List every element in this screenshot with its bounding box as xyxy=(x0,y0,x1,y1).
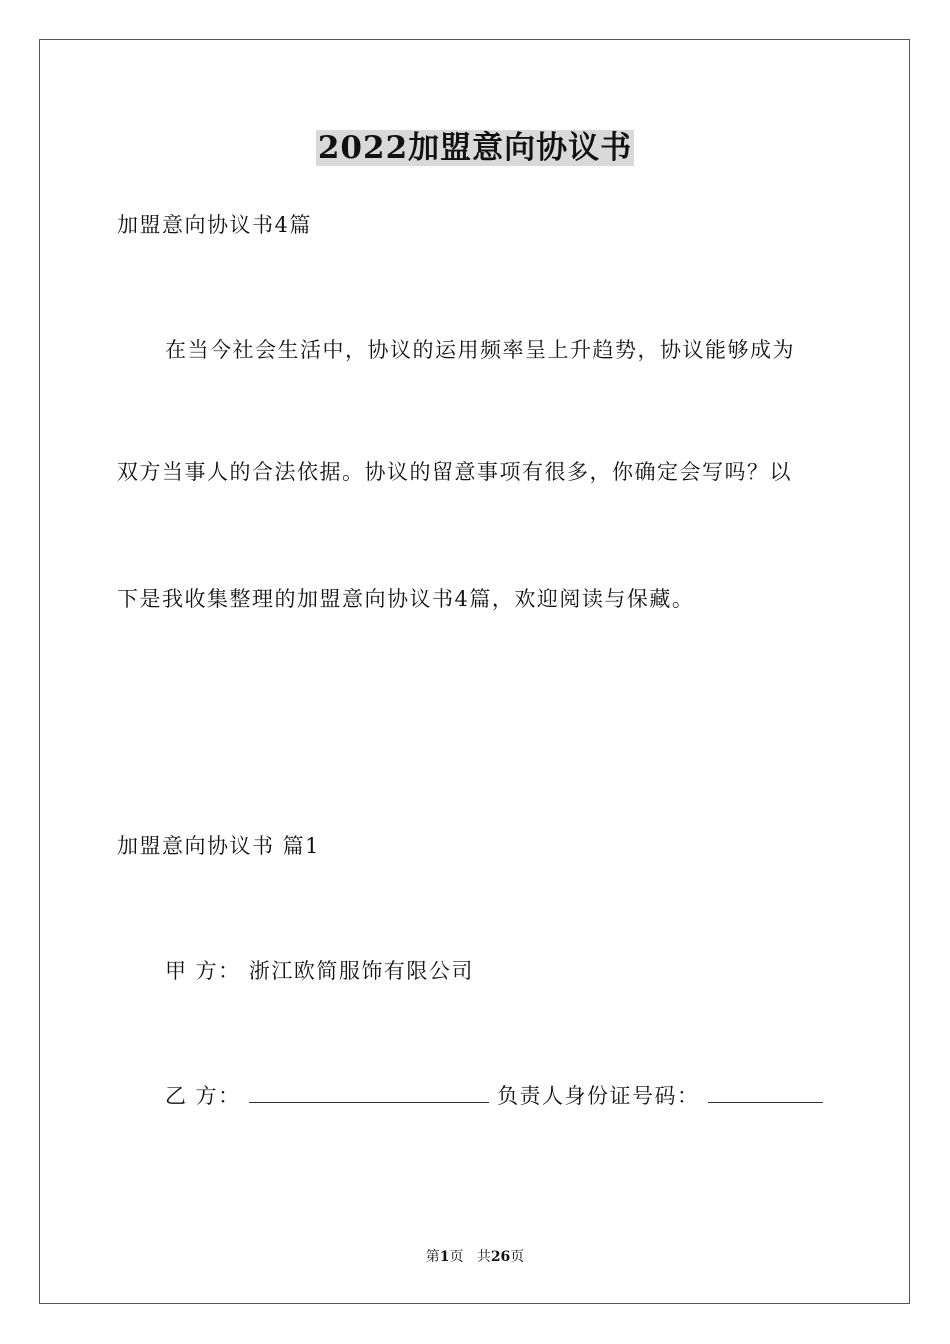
party-b-line xyxy=(165,1081,823,1111)
document-title-text: 2022加盟意向协议书 xyxy=(317,130,633,166)
document-title xyxy=(0,126,950,170)
party-b-label: 乙 方： xyxy=(165,1084,241,1108)
party-b-id-label: 负责人身份证号码： xyxy=(497,1084,700,1108)
footer-page-suffix: 页 xyxy=(449,1249,464,1265)
footer-total-pages: 26 xyxy=(490,1249,511,1265)
party-a-line xyxy=(165,956,474,986)
footer-page-number: 1 xyxy=(439,1249,450,1265)
party-b-name-blank xyxy=(249,1084,489,1103)
page-footer xyxy=(0,1247,950,1267)
party-a-value: 浙江欧简服饰有限公司 xyxy=(248,959,474,983)
intro-line-1: 在当今社会生活中，协议的运用频率呈上升趋势，协议能够成为 xyxy=(165,338,795,362)
intro-line-3: 下是我收集整理的加盟意向协议书4篇，欢迎阅读与保藏。 xyxy=(117,587,695,611)
section-heading: 加盟意向协议书 篇1 xyxy=(117,834,321,858)
intro-line-2: 双方当事人的合法依据。协议的留意事项有很多，你确定会写吗？以 xyxy=(117,460,792,484)
footer-total-prefix: 共 xyxy=(476,1249,491,1265)
document-subtitle: 加盟意向协议书4篇 xyxy=(117,213,312,237)
party-a-label: 甲 方： xyxy=(165,959,241,983)
footer-page-prefix: 第 xyxy=(425,1249,440,1265)
party-b-id-blank xyxy=(708,1084,823,1103)
footer-total-suffix: 页 xyxy=(510,1249,525,1265)
